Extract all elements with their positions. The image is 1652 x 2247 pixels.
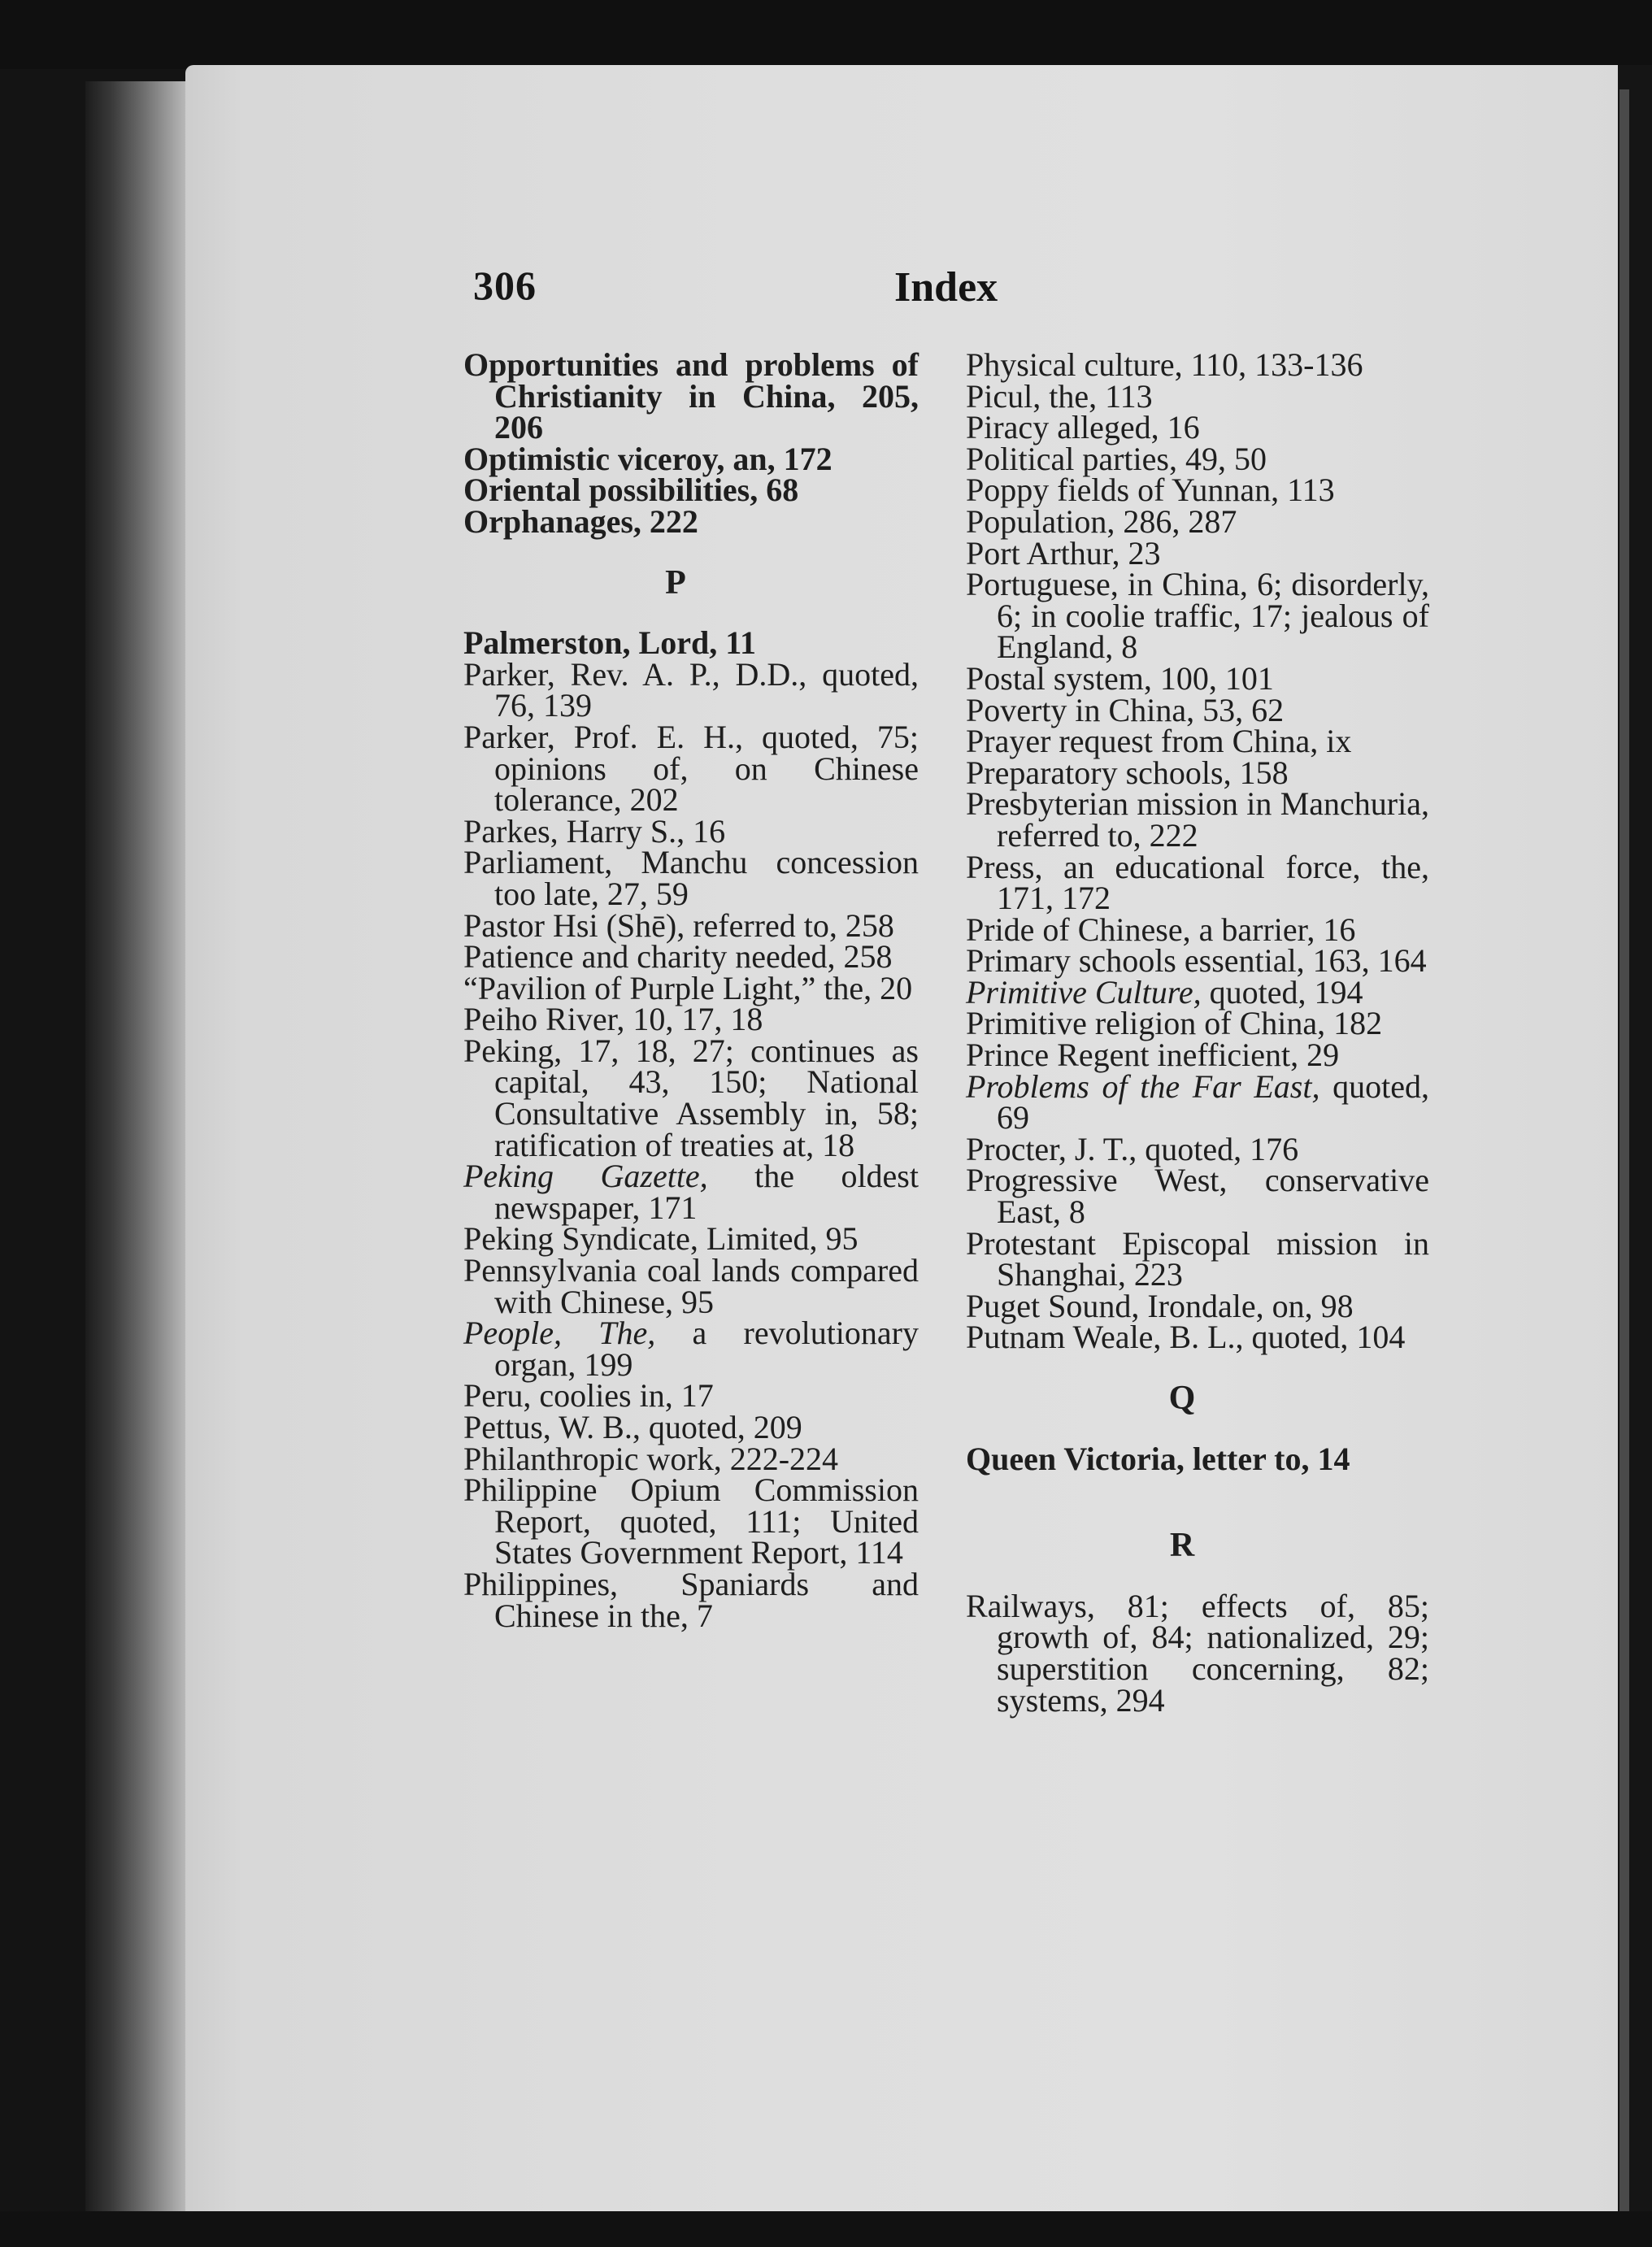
index-entry: Parker, Prof. E. H., quoted, 75; opinions of, on Chinese tolerance, 202 — [463, 718, 919, 819]
index-entry: Procter, J. T., quoted, 176 — [966, 1130, 1299, 1167]
page-number: 306 — [473, 263, 537, 308]
index-entry: Palmerston, Lord, 11 — [463, 624, 756, 662]
index-entry: Progressive West, conservative East, 8 — [966, 1162, 1429, 1231]
index-entry: Poverty in China, 53, 62 — [966, 691, 1285, 728]
page-stack-edge — [85, 81, 191, 2211]
section-letter-r: R — [1169, 1527, 1195, 1565]
index-entry: Piracy alleged, 16 — [966, 409, 1200, 446]
index-entry: Prayer request from China, ix — [966, 723, 1352, 760]
index-entry: Queen Victoria, letter to, 14 — [966, 1440, 1350, 1477]
index-entry: Postal system, 100, 101 — [966, 659, 1274, 697]
adjacent-page-edge — [1619, 89, 1629, 2244]
running-head-title: Index — [894, 264, 998, 311]
index-entry: Peking, 17, 18, 27; continues as capital, 43, 150; National Consultative Assembly in, 58; ratification of treaties at, 18 — [463, 1032, 919, 1163]
index-entry — [463, 1158, 919, 1226]
index-entry: Peiho River, 10, 17, 18 — [463, 1001, 763, 1038]
index-entry: Philanthropic work, 222-224 — [463, 1440, 839, 1477]
index-entry: Railways, 81; effects of, 85; growth of, 84; nationalized, 29; superstition concerning, 82; systems, 294 — [966, 1587, 1429, 1719]
index-entry-title: Problems of the Far East, — [966, 1067, 1320, 1105]
index-entry: Protestant Episcopal mission in Shanghai, 223 — [966, 1224, 1429, 1293]
scan-border-bottom — [0, 2211, 1652, 2247]
index-entry: Picul, the, 113 — [966, 377, 1153, 415]
section-letter-q: Q — [1168, 1380, 1196, 1417]
index-entry: “Pavilion of Purple Light,” the, 20 — [463, 969, 913, 1006]
index-entry: Primary schools essential, 163, 164 — [966, 942, 1427, 980]
index-entry — [966, 973, 1429, 1010]
index-entry-rest: a revolutionary organ, 199 — [494, 1315, 919, 1383]
index-entry: Putnam Weale, B. L., quoted, 104 — [966, 1319, 1406, 1356]
index-entry: Pastor Hsi (Shē), referred to, 258 — [463, 906, 894, 944]
index-entry: Population, 286, 287 — [966, 502, 1237, 540]
index-entry: Physical culture, 110, 133-136 — [966, 346, 1363, 383]
index-entry: Optimistic viceroy, an, 172 — [463, 440, 833, 477]
index-entry-rest: the oldest newspaper, 171 — [494, 1158, 919, 1226]
index-entry-rest: quoted, 194 — [1201, 973, 1363, 1010]
index-entry: Parkes, Harry S., 16 — [463, 812, 726, 850]
index-entry: Poppy fields of Yunnan, 113 — [966, 472, 1335, 509]
index-entry: Portuguese, in China, 6; disorderly, 6; in coolie traffic, 17; jealous of England, 8 — [966, 566, 1429, 666]
index-entry — [463, 1315, 919, 1383]
index-entry: Press, an educational force, the, 171, 172 — [966, 848, 1429, 917]
index-entry: Parker, Rev. A. P., D.D., quoted, 76, 139 — [463, 655, 919, 724]
index-entry: Philippine Opium Commission Report, quoted, 111; United States Government Report, 114 — [463, 1471, 919, 1571]
index-entry: Prince Regent inefficient, 29 — [966, 1037, 1340, 1074]
index-entry-title: Peking Gazette, — [463, 1158, 708, 1195]
index-entry: Preparatory schools, 158 — [966, 754, 1289, 791]
index-entry: Port Arthur, 23 — [966, 534, 1161, 572]
index-entry-title: People, The, — [463, 1315, 656, 1352]
section-letter-p: P — [665, 563, 686, 602]
index-entry: Puget Sound, Irondale, on, 98 — [966, 1287, 1354, 1324]
index-entry: Primitive religion of China, 182 — [966, 1005, 1383, 1042]
index-entry: Oriental possibilities, 68 — [463, 472, 799, 509]
index-entry: Political parties, 49, 50 — [966, 440, 1267, 477]
index-entry: Peru, coolies in, 17 — [463, 1377, 714, 1415]
index-entry: Opportunities and problems of Christianity in China, 205, 206 — [463, 346, 919, 446]
index-entry: Presbyterian mission in Manchuria, referred to, 222 — [966, 785, 1429, 854]
index-entry: Peking Syndicate, Limited, 95 — [463, 1220, 859, 1258]
index-column-right — [966, 346, 1429, 1719]
index-entry: Pennsylvania coal lands compared with Chinese, 95 — [463, 1252, 919, 1320]
index-entry — [966, 1067, 1429, 1137]
scan-border-top — [0, 0, 1652, 69]
index-entry: Pettus, W. B., quoted, 209 — [463, 1409, 802, 1445]
index-entry-title: Primitive Culture, — [966, 973, 1202, 1010]
index-entry: Philippines, Spaniards and Chinese in the, 7 — [463, 1565, 919, 1634]
index-entry: Orphanages, 222 — [463, 502, 698, 540]
index-entry: Patience and charity needed, 258 — [463, 938, 893, 976]
index-column-left — [463, 346, 919, 1634]
index-entry: Pride of Chinese, a barrier, 16 — [966, 911, 1356, 948]
index-entry-rest: quoted, 69 — [997, 1067, 1429, 1137]
index-entry: Parliament, Manchu concession too late, 27, 59 — [463, 844, 919, 912]
